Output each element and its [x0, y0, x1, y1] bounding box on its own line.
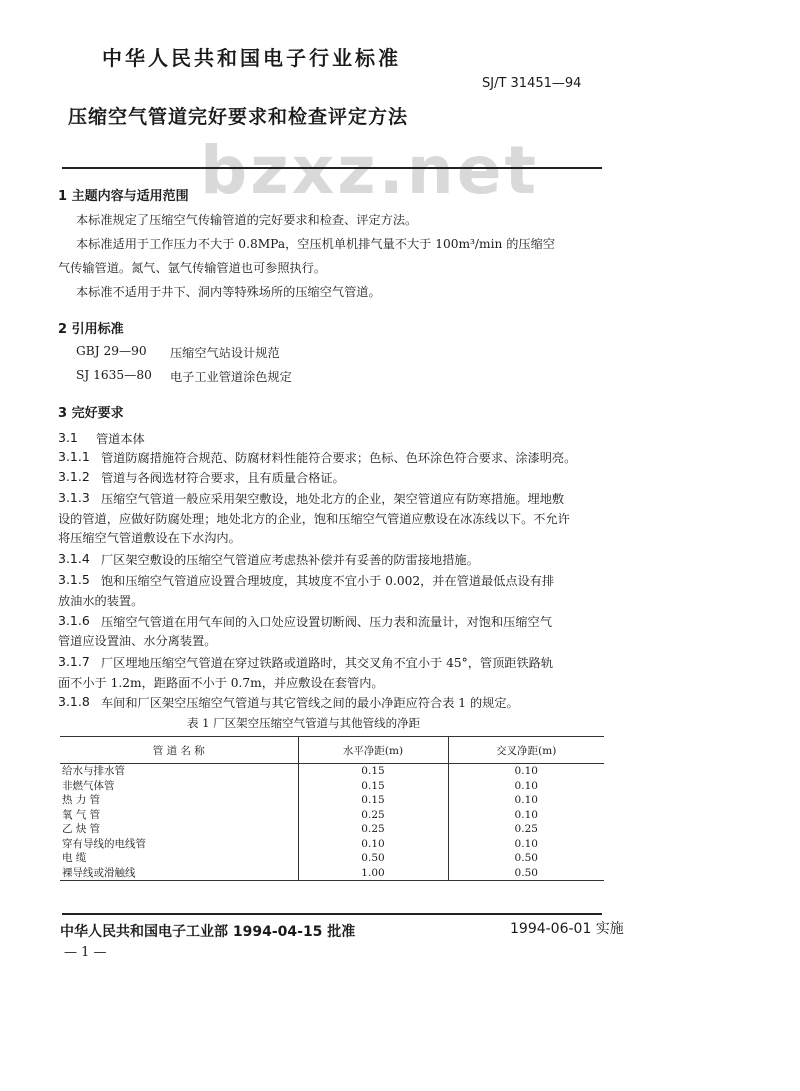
horizontal-clearance-cell: 0.15	[298, 764, 448, 779]
footer-rule	[62, 913, 602, 915]
pipe-name-cell: 裸导线或滑触线	[60, 866, 298, 881]
pipe-name-cell: 氧 气 管	[62, 808, 101, 821]
clause-text: 管道与各阀选材符合要求，且有质量合格证。	[101, 471, 345, 485]
section-1-paragraph: 本标准不适用于井下、洞内等特殊场所的压缩空气管道。	[76, 285, 381, 299]
clause-text-continuation: 管道应设置油、水分离装置。	[58, 634, 217, 648]
clause-number: 3.1.7	[58, 654, 90, 669]
section-1-paragraph: 本标准适用于工作压力不大于 0.8MPa，空压机单机排气量不大于 100m³/min 的压缩空	[76, 237, 555, 251]
clause-number: 3.1.8	[58, 694, 90, 709]
section-2-heading: 2 引用标准	[58, 322, 124, 337]
section-1-heading: 1 主题内容与适用范围	[58, 189, 189, 204]
clause-number: 3.1.3	[58, 490, 90, 505]
pipe-name-cell: 热 力 管	[62, 794, 101, 806]
table-row	[60, 822, 604, 837]
clause-number: 3.1.5	[58, 572, 90, 587]
cross-clearance-cell: 0.50	[448, 851, 604, 866]
horizontal-clearance-cell: 0.15	[298, 793, 448, 808]
approval-line: 中华人民共和国电子工业部 1994-04-15 批准	[60, 924, 356, 940]
clause-text: 管道本体	[96, 432, 145, 446]
table-row	[60, 793, 604, 808]
horizontal-clearance-cell: 1.00	[298, 866, 448, 881]
horizontal-clearance-cell: 0.10	[298, 837, 448, 852]
cross-clearance-cell: 0.10	[448, 764, 604, 779]
cross-clearance-cell: 0.10	[448, 808, 604, 823]
clause-text-continuation: 放油水的装置。	[58, 594, 144, 608]
cross-clearance-cell: 0.25	[448, 822, 604, 837]
pipe-name-cell: 乙 炔 管	[62, 823, 101, 835]
clause-text-continuation: 将压缩空气管道敷设在下水沟内。	[58, 531, 241, 545]
table-caption: 表 1 厂区架空压缩空气管道与其他管线的净距	[187, 716, 421, 730]
horizontal-clearance-cell: 0.25	[298, 822, 448, 837]
clause-text-continuation: 设的管道，应做好防腐处理；地处北方的企业，饱和压缩空气管道应敷设在冰冻线以下。不允许	[58, 512, 570, 526]
reference-name: 电子工业管道涂色规定	[170, 370, 292, 384]
clause-number: 3.1	[58, 430, 78, 445]
table-row	[60, 866, 604, 881]
table-row	[60, 837, 604, 852]
clause-text: 压缩空气管道一般应采用架空敷设，地处北方的企业，架空管道应有防寒措施。埋地敷	[101, 492, 565, 506]
section-3-heading: 3 完好要求	[58, 406, 124, 421]
cross-clearance-cell: 0.10	[448, 779, 604, 794]
reference-code: GBJ 29—90	[76, 344, 147, 358]
clause-text: 厂区架空敷设的压缩空气管道应考虑热补偿并有妥善的防雷接地措施。	[101, 553, 479, 567]
clause-text: 饱和压缩空气管道应设置合理坡度，其坡度不宜小于 0.002，并在管道最低点设有排	[101, 574, 555, 588]
horizontal-clearance-cell: 0.25	[298, 808, 448, 823]
clause-text: 厂区埋地压缩空气管道在穿过铁路或道路时，其交叉角不宜小于 45°，管顶距铁路轨	[101, 656, 554, 670]
clause-number: 3.1.4	[58, 551, 90, 566]
implementation-date: 1994-06-01 实施	[510, 921, 624, 937]
table-row	[60, 808, 604, 823]
pipe-name-cell: 非燃气体管	[62, 779, 115, 792]
standard-number: SJ/T 31451—94	[482, 76, 582, 91]
watermark-text: bzxz.net	[200, 132, 540, 209]
cross-clearance-cell: 0.50	[448, 866, 604, 881]
section-1-paragraph: 气传输管道。氮气、氩气传输管道也可参照执行。	[58, 261, 327, 275]
section-1-paragraph: 本标准规定了压缩空气传输管道的完好要求和检查、评定方法。	[76, 213, 418, 227]
clause-text: 管道防腐措施符合规范、防腐材料性能符合要求；色标、色环涂色符合要求、涂漆明亮。	[101, 451, 577, 465]
table-row	[60, 764, 604, 779]
clause-text-continuation: 面不小于 1.2m，距路面不小于 0.7m，并应敷设在套管内。	[58, 676, 384, 690]
reference-name: 压缩空气站设计规范	[170, 346, 280, 360]
clearance-table	[60, 736, 604, 881]
page-number: — 1 —	[64, 945, 107, 960]
pipe-name-cell: 电 缆	[62, 852, 87, 864]
table-row	[60, 851, 604, 866]
clause-number: 3.1.1	[58, 449, 90, 464]
document-title: 压缩空气管道完好要求和检查评定方法	[68, 106, 409, 128]
cross-clearance-cell: 0.10	[448, 837, 604, 852]
table-row	[60, 779, 604, 794]
header-rule	[62, 167, 602, 169]
clause-text: 车间和厂区架空压缩空气管道与其它管线之间的最小净距应符合表 1 的规定。	[101, 696, 519, 710]
horizontal-clearance-cell: 0.15	[298, 779, 448, 794]
pipe-name-cell: 穿有导线的电线管	[62, 837, 146, 850]
header-pipe-name: 管 道 名 称	[60, 737, 298, 764]
horizontal-clearance-cell: 0.50	[298, 851, 448, 866]
issuing-authority-header: 中华人民共和国电子行业标准	[102, 46, 401, 70]
cross-clearance-cell: 0.10	[448, 793, 604, 808]
header-horizontal-clearance: 水平净距(m)	[298, 737, 448, 764]
pipe-name-cell: 给水与排水管	[62, 765, 125, 777]
clause-number: 3.1.2	[58, 469, 90, 484]
reference-code: SJ 1635—80	[76, 368, 152, 382]
clause-number: 3.1.6	[58, 613, 90, 628]
header-cross-clearance: 交叉净距(m)	[448, 737, 604, 764]
table-header-row	[60, 737, 604, 764]
clause-text: 压缩空气管道在用气车间的入口处应设置切断阀、压力表和流量计，对饱和压缩空气	[101, 615, 552, 629]
